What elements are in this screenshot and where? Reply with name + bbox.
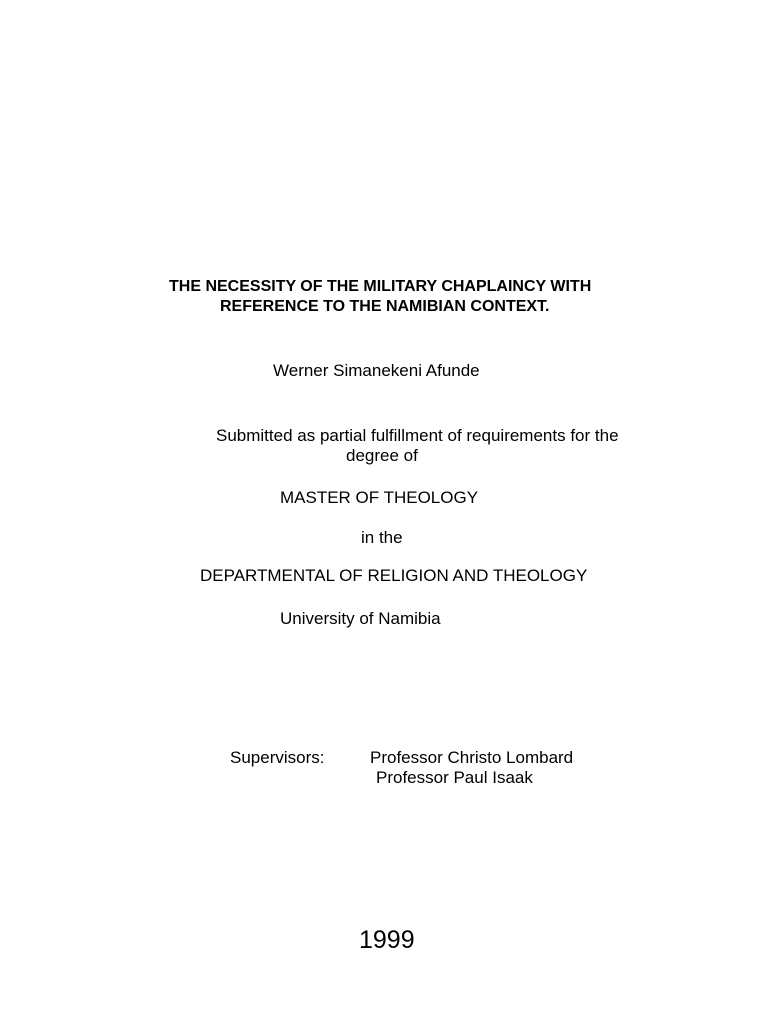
department-name: DEPARTMENTAL OF RELIGION AND THEOLOGY [200, 566, 588, 585]
submission-year: 1999 [359, 926, 415, 954]
supervisor-name-1: Professor Christo Lombard [370, 748, 574, 767]
author-name: Werner Simanekeni Afunde [273, 361, 480, 380]
thesis-title-line-1: THE NECESSITY OF THE MILITARY CHAPLAINCY WITH [169, 278, 592, 295]
university-name: University of Namibia [280, 609, 441, 628]
supervisors-label: Supervisors: [230, 748, 325, 767]
degree-name: MASTER OF THEOLOGY [280, 488, 479, 507]
supervisor-name-2: Professor Paul Isaak [376, 768, 533, 787]
thesis-title-line-2: REFERENCE TO THE NAMIBIAN CONTEXT. [220, 298, 550, 315]
submission-statement-line-2: degree of [346, 446, 418, 465]
submission-statement-line-1: Submitted as partial fulfillment of requirements for the [216, 426, 619, 445]
in-the-text: in the [361, 528, 403, 547]
